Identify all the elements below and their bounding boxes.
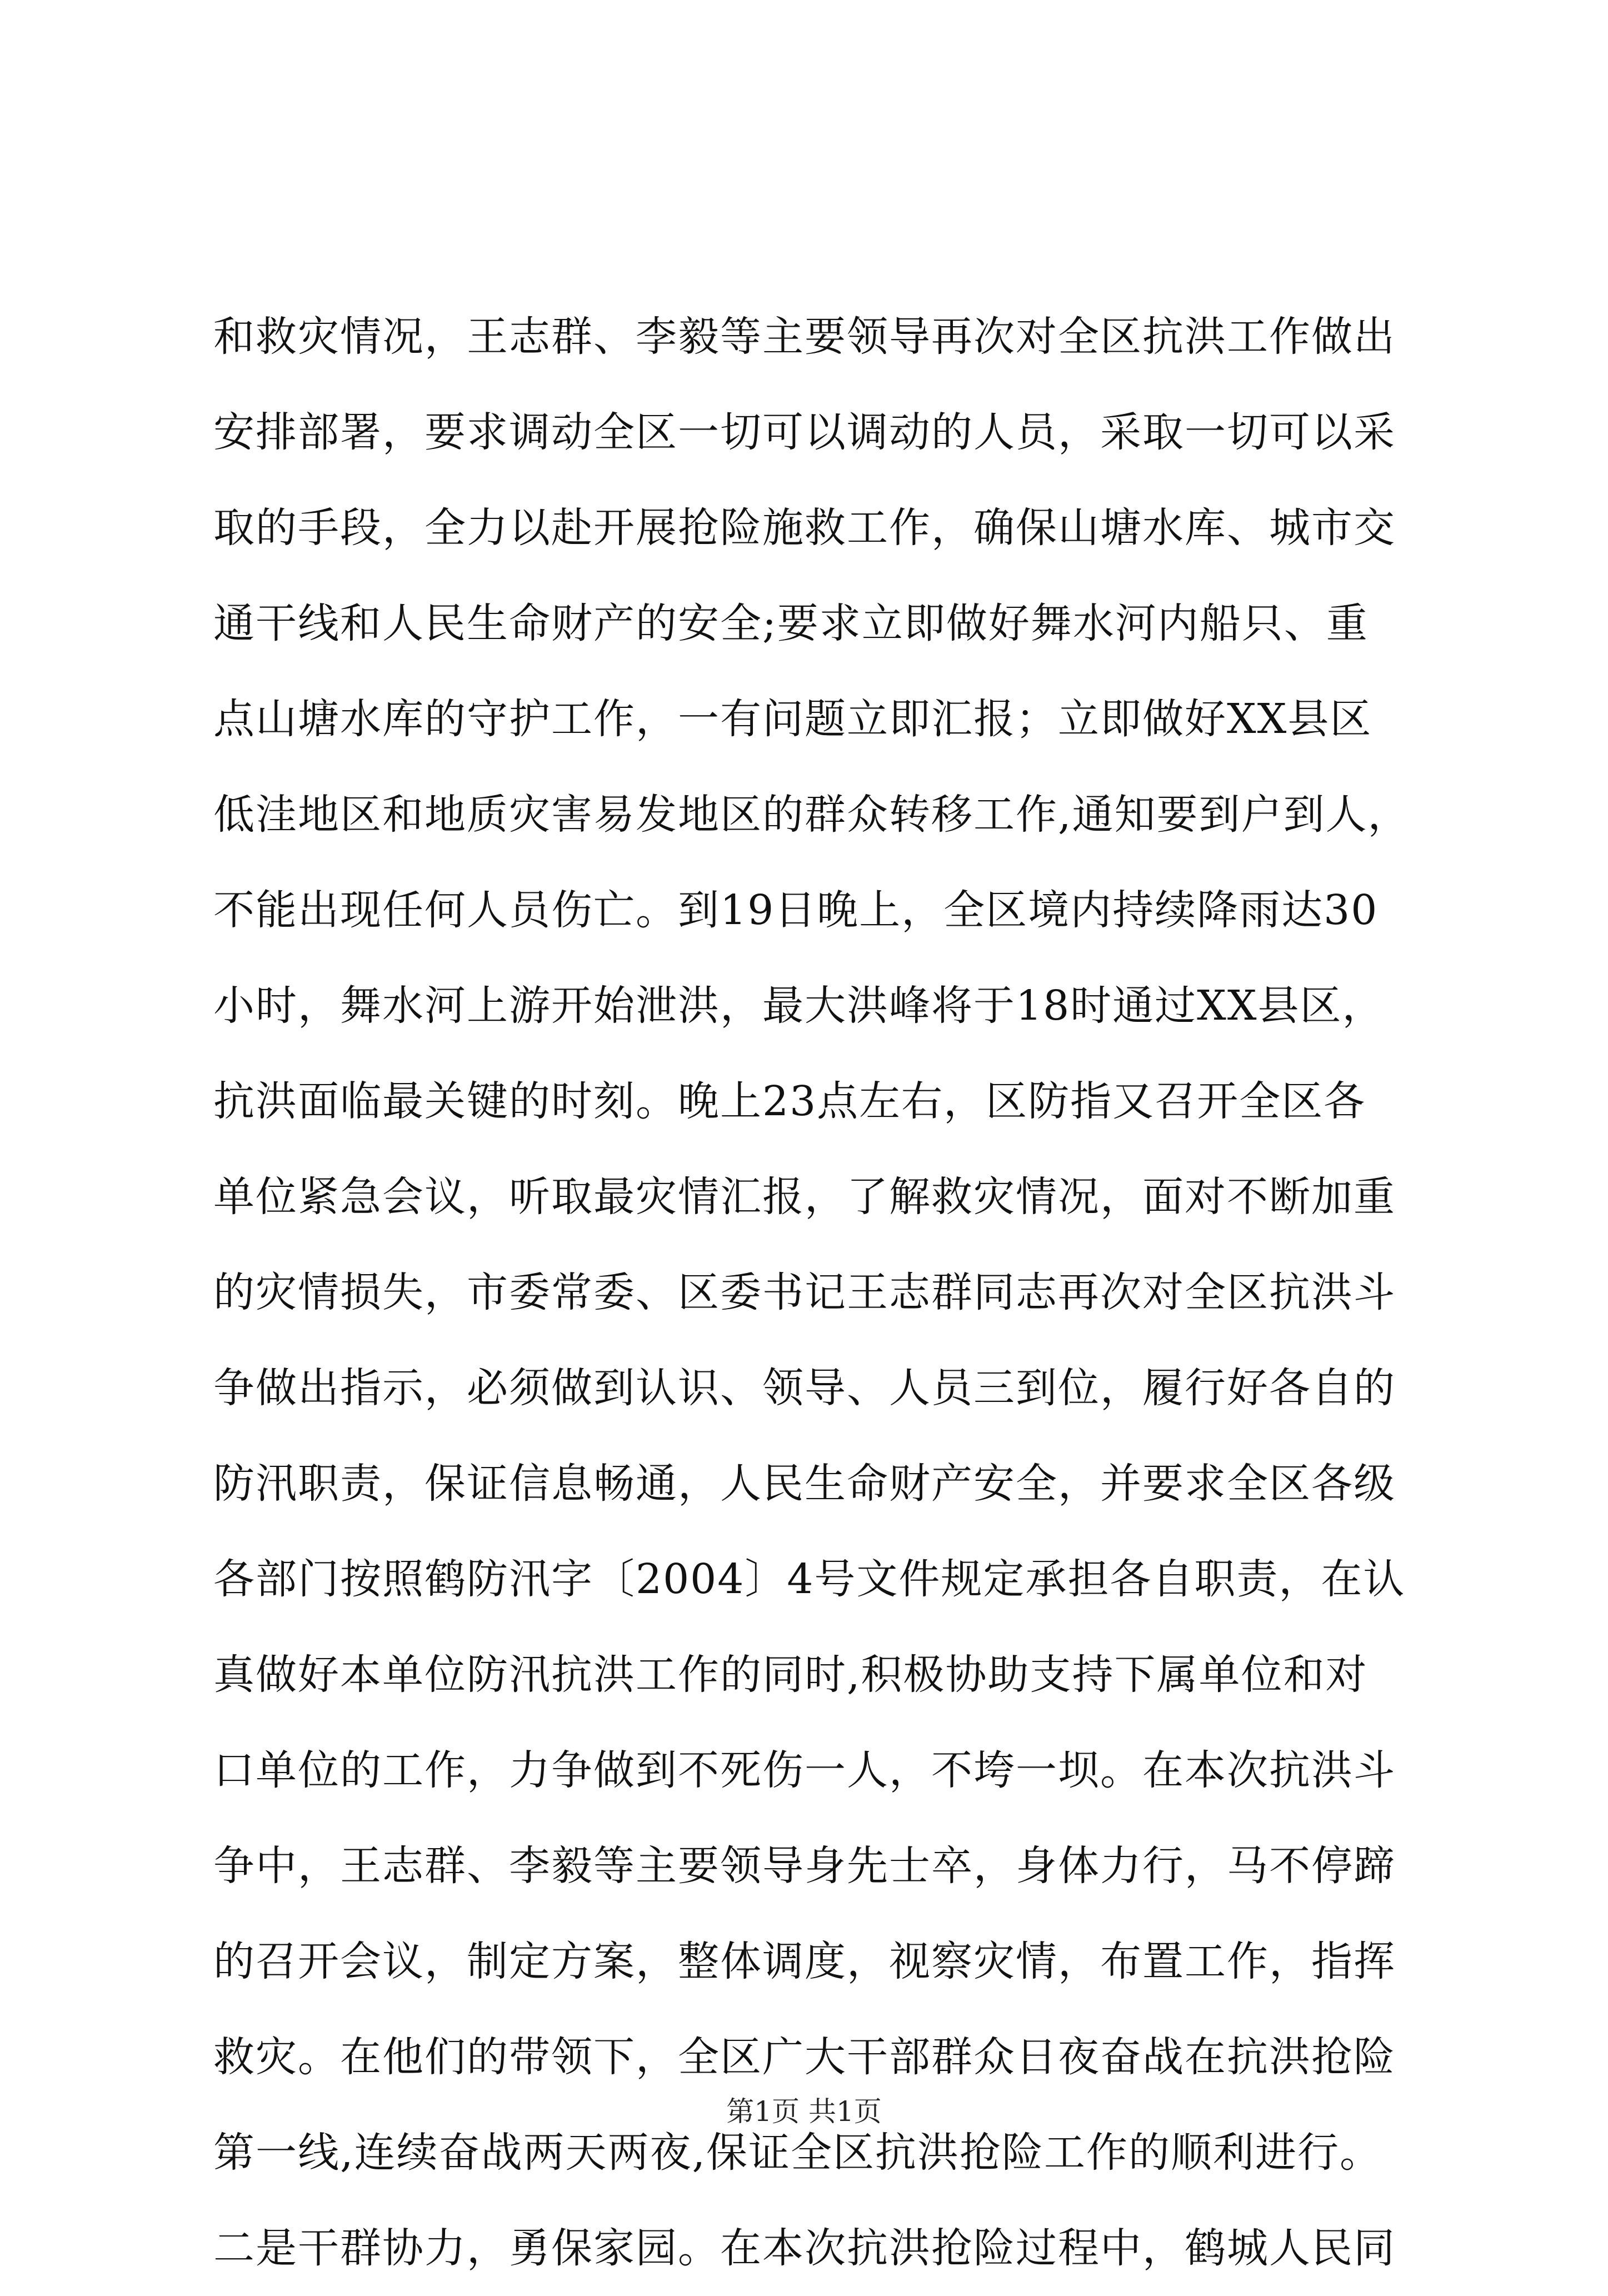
- text-line: 防汛职责，保证信息畅通，人民生命财产安全，并要求全区各级: [213, 1460, 1396, 1508]
- text-line: 第一线,连续奋战两天两夜,保证全区抗洪抢险工作的顺利进行。: [213, 2129, 1382, 2177]
- text-line: 争中，王志群、李毅等主要领导身先士卒，身体力行，马不停蹄: [213, 1842, 1396, 1890]
- body-text: [213, 289, 1414, 2296]
- text-line: 的召开会议，制定方案，整体调度，视察灾情，布置工作，指挥: [213, 1938, 1396, 1985]
- text-line: 的灾情损失，市委常委、区委书记王志群同志再次对全区抗洪斗: [213, 1269, 1396, 1316]
- text-line: 点山塘水库的守护工作，一有问题立即汇报；立即做好XX县区: [213, 695, 1372, 743]
- text-line: 通干线和人民生命财产的安全;要求立即做好舞水河内船只、重: [213, 600, 1369, 647]
- text-line: 争做出指示，必须做到认识、领导、人员三到位，履行好各自的: [213, 1364, 1396, 1412]
- text-line: 二是干群协力，勇保家园。在本次抗洪抢险过程中，鹤城人民同: [213, 2224, 1396, 2272]
- text-line: 口单位的工作，力争做到不死伤一人，不垮一坝。在本次抗洪斗: [213, 1746, 1396, 1794]
- text-line: 救灾。在他们的带领下，全区广大干部群众日夜奋战在抗洪抢险: [213, 2033, 1396, 2081]
- text-line: 各部门按照鹤防汛字〔2004〕4号文件规定承担各自职责，在认: [213, 1555, 1406, 1603]
- page-footer: [0, 2089, 1608, 2134]
- page-number-label: 第1页 共1页: [726, 2095, 882, 2128]
- text-line: 低洼地区和地质灾害易发地区的群众转移工作,通知要到户到人，: [213, 791, 1410, 838]
- text-line: 抗洪面临最关键的时刻。晚上23点左右，区防指又召开全区各: [213, 1077, 1366, 1125]
- text-line: 真做好本单位防汛抗洪工作的同时,积极协助支持下属单位和对: [213, 1651, 1368, 1699]
- text-line: 安排部署，要求调动全区一切可以调动的人员，采取一切可以采: [213, 408, 1396, 456]
- text-line: 取的手段，全力以赴开展抢险施救工作，确保山塘水库、城市交: [213, 504, 1396, 552]
- text-line: 和救灾情况，王志群、李毅等主要领导再次对全区抗洪工作做出: [213, 313, 1396, 361]
- text-line: 单位紧急会议，听取最灾情汇报，了解救灾情况，面对不断加重: [213, 1173, 1396, 1221]
- text-line: 不能出现任何人员伤亡。到19日晚上，全区境内持续降雨达30: [213, 886, 1379, 934]
- text-line: 小时，舞水河上游开始泄洪，最大洪峰将于18时通过XX县区，: [213, 982, 1385, 1030]
